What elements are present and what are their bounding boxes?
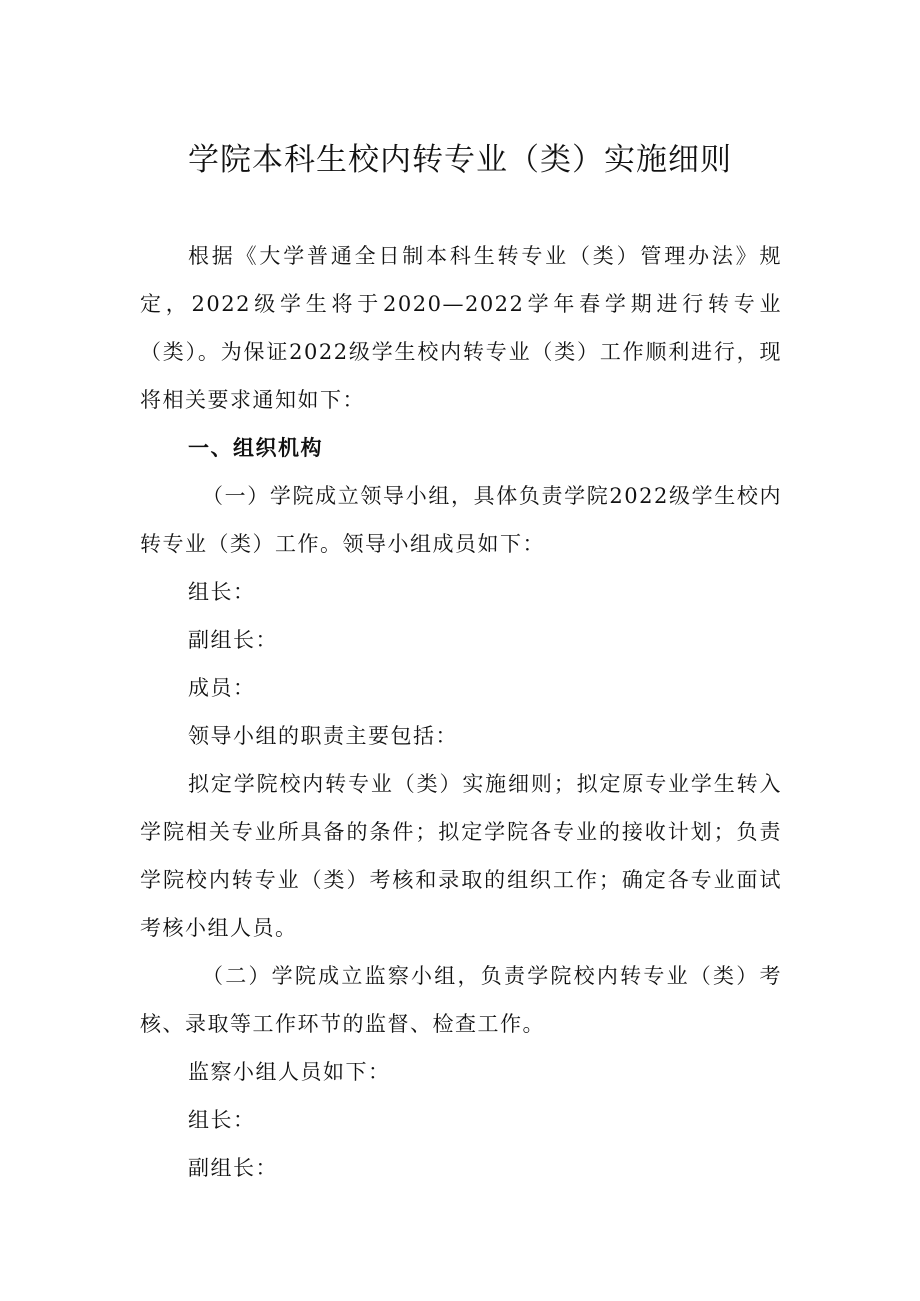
supervision-members-heading: 监察小组人员如下： — [188, 1060, 391, 1084]
document-body — [140, 232, 782, 1192]
members-label: 成员： — [188, 676, 256, 700]
document-title: 学院本科生校内转专业（类）实施细则 — [188, 142, 732, 178]
item-supervision-group: （二）学院成立监察小组，负责学院校内转专业（类）考核、录取等工作环节的监督、检查工作。 — [140, 964, 782, 1036]
leader-label: 组长： — [188, 580, 256, 604]
item-leadership-group: （一）学院成立领导小组，具体负责学院2022级学生校内转专业（类）工作。领导小组成员如下： — [140, 484, 782, 556]
supervision-deputy-label: 副组长： — [188, 1156, 278, 1180]
supervision-leader-label: 组长： — [188, 1108, 256, 1132]
deputy-leader-label: 副组长： — [188, 628, 278, 652]
duties-heading: 领导小组的职责主要包括： — [188, 724, 458, 748]
duties-paragraph: 拟定学院校内转专业（类）实施细则；拟定原专业学生转入学院相关专业所具备的条件；拟定学院各专业的接收计划；负责学院校内转专业（类）考核和录取的组织工作；确定各专业面试考核小组人员。 — [140, 772, 782, 940]
section-heading-organization: 一、组织机构 — [188, 436, 323, 460]
intro-paragraph: 根据《大学普通全日制本科生转专业（类）管理办法》规定，2022级学生将于2020—2022学年春学期进行转专业（类）。为保证2022级学生校内转专业（类）工作顺利进行，现将相关要求通知如下： — [140, 244, 782, 412]
